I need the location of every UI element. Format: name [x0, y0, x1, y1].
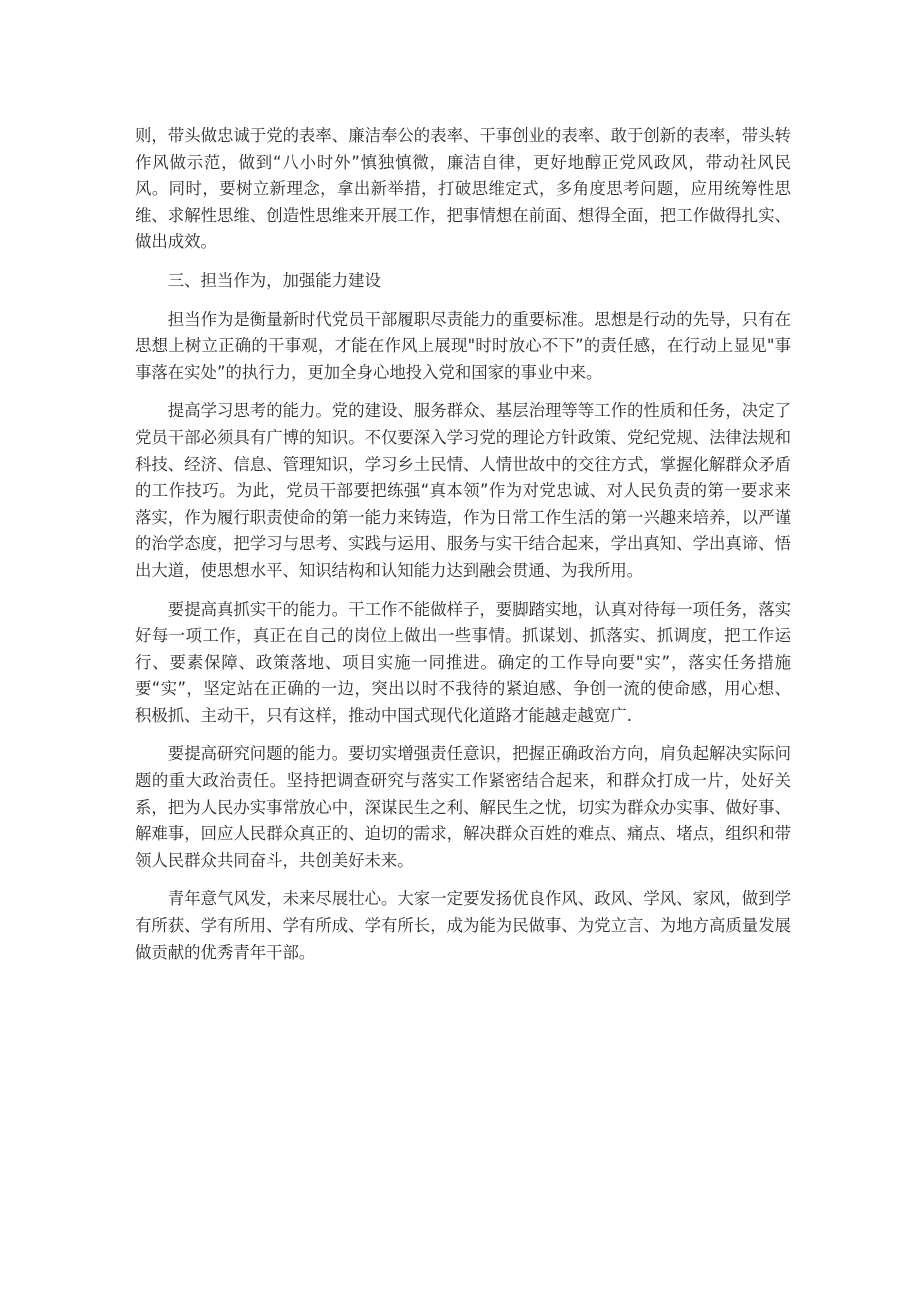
paragraph-intro: 担当作为是衡量新时代党员干部履职尽责能力的重要标准。思想是行动的先导，只有在思想上树立正确的干事观，才能在作风上展现"时时放心不下”的责任感，在行动上显见"事事落在实处”的执行力，更加全身心地投入党和国家的事业中来。 — [135, 309, 791, 382]
paragraph-practice: 要提高真抓实干的能力。干工作不能做样子，要脚踏实地，认真对待每一项任务，落实好每一项工作，真正在自己的岗位上做出一些事情。抓谋划、抓落实、抓调度，把工作运行、要素保障、政策落地、项目实施一同推进。确定的工作导向要"实”，落实任务措施要“实”，坚定站在正确的一边，突出以时不我待的紧迫感、争创一流的使命感，用心想、积极抓、主动干，只有这样，推动中国式现代化道路才能越走越宽广. — [135, 599, 791, 725]
paragraph-research: 要提高研究问题的能力。要切实增强责任意识，把握正确政治方向，肩负起解决实际问题的重大政治责任。坚持把调查研究与落实工作紧密结合起来，和群众打成一片，处好关系，把为人民办实事常放心中，深谋民生之利、解民生之忧，切实为群众办实事、做好事、解难事，回应人民群众真正的、迫切的需求，解决群众百姓的难点、痛点、堵点，组织和带领人民群众共同奋斗，共创美好未来。 — [135, 744, 791, 870]
paragraph-continuation: 则，带头做忠诚于党的表率、廉洁奉公的表率、干事创业的表率、敢于创新的表率，带头转作风做示范，做到“八小时外”慎独慎微，廉洁自律，更好地醇正党风政风，带动社风民风。同时，要树立新理念，拿出新举措，打破思维定式，多角度思考问题，应用统筹性思维、求解性思维、创造性思维来开展工作，把事情想在前面、想得全面，把工作做得扎实、做出成效。 — [135, 126, 791, 252]
section-heading: 三、担当作为，加强能力建设 — [167, 270, 381, 290]
paragraph-learning: 提高学习思考的能力。党的建设、服务群众、基层治理等等工作的性质和任务，决定了党员干部必须具有广博的知识。不仅要深入学习党的理论方针政策、党纪党规、法律法规和科技、经济、信息、管理知识，学习乡土民情、人情世故中的交往方式，掌握化解群众矛盾的工作技巧。为此，党员干部要把练强“真本领”作为对党忠诚、对人民负责的第一要求来落实，作为履行职责使命的第一能力来铸造，作为日常工作生活的第一兴趣来培养，以严谨的治学态度，把学习与思考、实践与运用、服务与实干结合起来，学出真知、学出真谛、悟出大道，使思想水平、知识结构和认知能力达到融会贯通、为我所用。 — [135, 401, 791, 580]
document-body — [135, 123, 791, 978]
paragraph-conclusion: 青年意气风发，未来尽展壮心。大家一定要发扬优良作风、政风、学风、家风，做到学有所获、学有所用、学有所成、学有所长，成为能为民做事、为党立言、为地方高质量发展做贡献的优秀青年干部。 — [135, 889, 791, 962]
